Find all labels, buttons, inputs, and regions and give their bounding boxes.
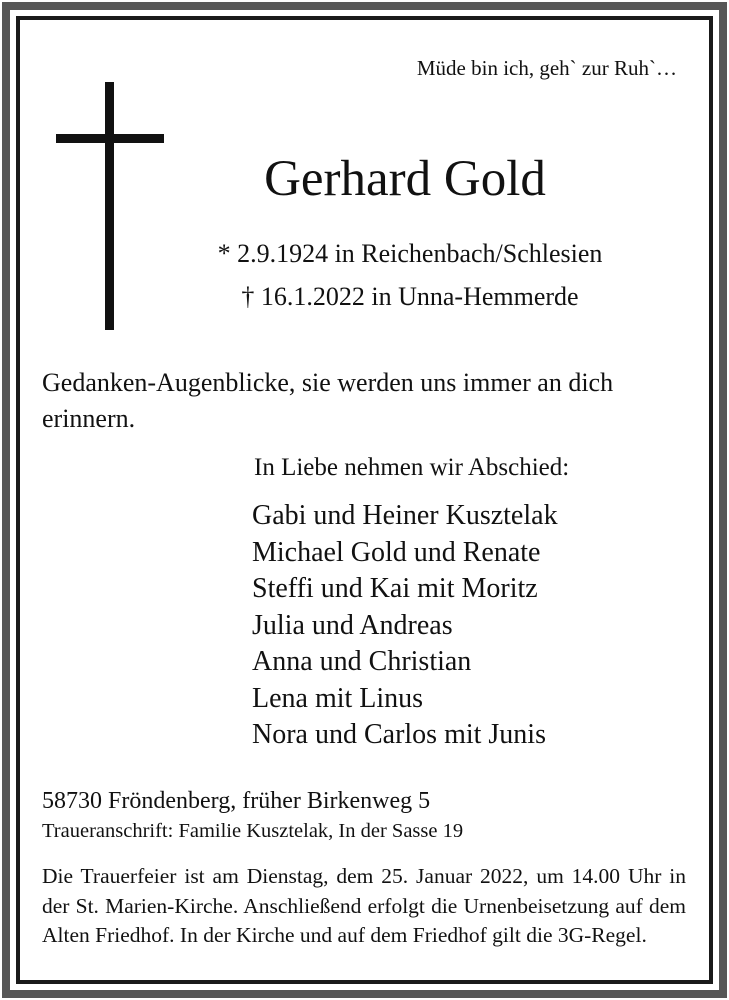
mourning-address: Traueranschrift: Familie Kusztelak, In der Sasse 19 <box>42 820 464 842</box>
family-list <box>252 498 558 754</box>
service-info: Die Trauerfeier ist am Dienstag, dem 25. Januar 2022, um 14.00 Uhr in der St. Marien-Kirche. Anschließend erfolgt die Urnenbeisetzung auf dem Alten Friedhof. In der Kirche und auf dem Friedhof gilt die 3G-Regel. <box>42 864 686 947</box>
family-member: Gabi und Heiner Kusztelak <box>252 500 558 531</box>
family-member: Nora und Carlos mit Junis <box>252 719 546 750</box>
family-member: Michael Gold und Renate <box>252 536 541 568</box>
cross-vertical-bar <box>105 82 114 330</box>
cross-horizontal-bar <box>56 134 164 143</box>
quote: Gedanken-Augenblicke, sie werden uns immer an dich erinnern. <box>42 368 614 433</box>
address: 58730 Fröndenberg, früher Birkenweg 5 <box>42 788 431 814</box>
life-dates <box>150 232 670 318</box>
family-member: Steffi und Kai mit Moritz <box>252 573 538 604</box>
family-member: Julia und Andreas <box>252 609 453 641</box>
death-date: † 16.1.2022 in Unna-Hemmerde <box>241 282 579 311</box>
family-member: Anna und Christian <box>252 646 472 677</box>
motto: Müde bin ich, geh` zur Ruh`… <box>416 56 677 80</box>
farewell-line: In Liebe nehmen wir Abschied: <box>254 454 570 481</box>
deceased-name: Gerhard Gold <box>264 151 546 207</box>
family-member: Lena mit Linus <box>252 682 424 714</box>
birth-date: * 2.9.1924 in Reichenbach/Schlesien <box>217 239 603 268</box>
